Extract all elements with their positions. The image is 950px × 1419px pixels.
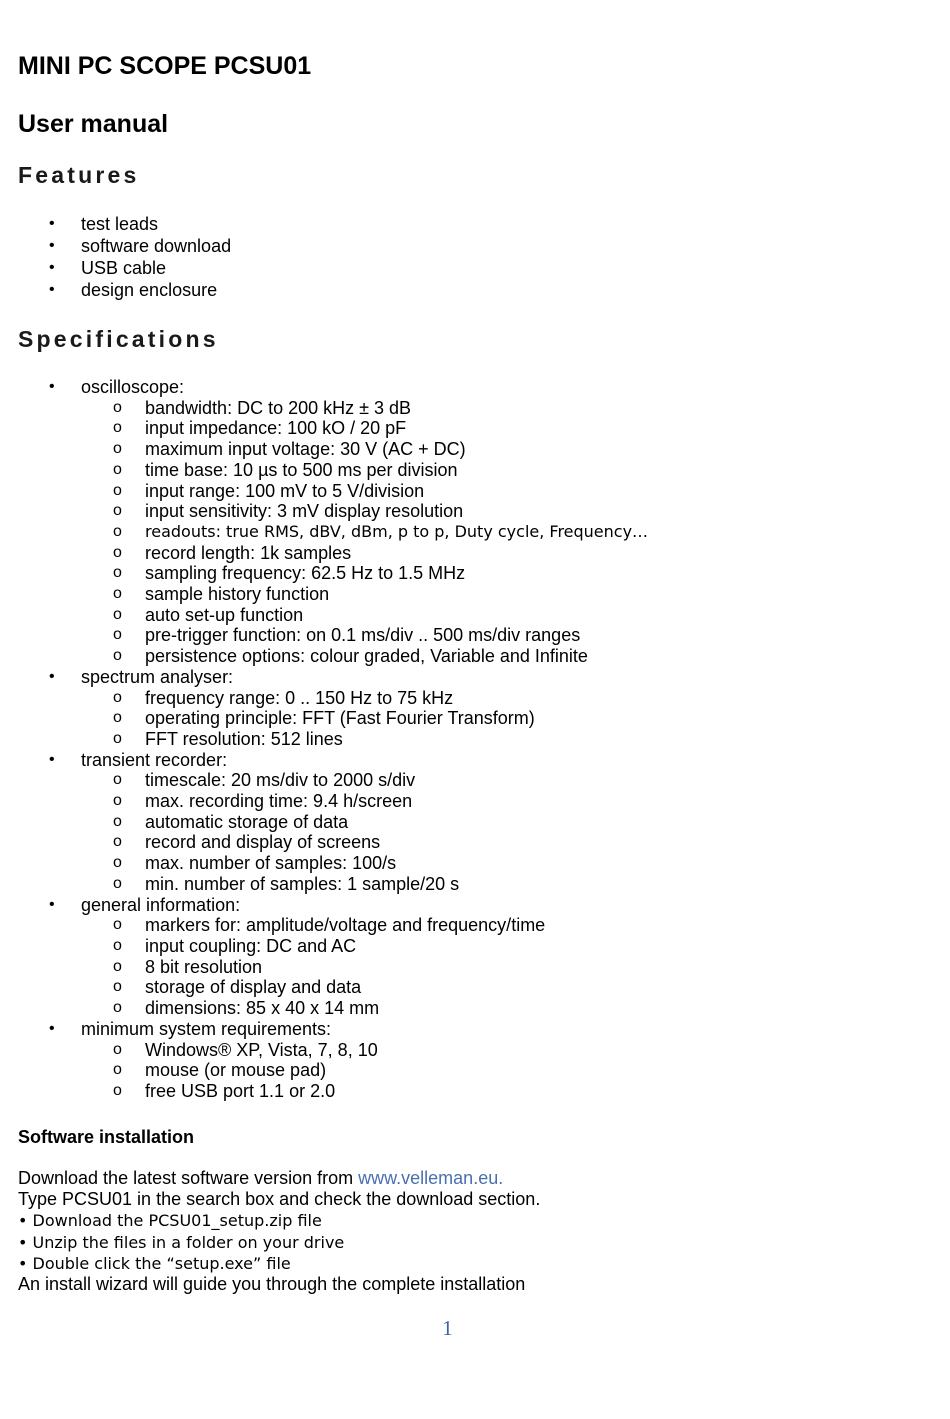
spec-group-label: oscilloscope: (81, 377, 185, 397)
features-list (0, 213, 231, 301)
spec-item-text: input coupling: DC and AC (145, 935, 357, 956)
spec-item (0, 708, 648, 729)
feature-item (0, 257, 231, 279)
bullet-icon: • (49, 1019, 55, 1037)
spec-item-text: maximum input voltage: 30 V (AC + DC) (145, 439, 466, 460)
spec-item (0, 688, 648, 709)
circle-bullet-icon: o (113, 792, 122, 810)
spec-item-text: free USB port 1.1 or 2.0 (145, 1080, 336, 1101)
spec-item-text: auto set-up function (145, 604, 304, 625)
circle-bullet-icon: o (113, 936, 122, 954)
feature-item (0, 235, 231, 257)
spec-item (0, 501, 648, 522)
circle-bullet-icon: o (113, 522, 122, 540)
spec-item (0, 418, 648, 439)
spec-item-text: record length: 1k samples (145, 542, 352, 563)
bullet-icon: • (49, 237, 55, 254)
circle-bullet-icon: o (113, 812, 122, 830)
bullet-icon: • (49, 281, 55, 298)
spec-item (0, 1060, 648, 1081)
spec-item-text: time base: 10 µs to 500 ms per division (145, 459, 458, 480)
spec-item (0, 563, 648, 584)
spec-item (0, 1040, 648, 1061)
circle-bullet-icon: o (113, 647, 122, 665)
bullet-icon: • (49, 895, 55, 913)
circle-bullet-icon: o (113, 605, 122, 623)
circle-bullet-icon: o (113, 481, 122, 499)
spec-item-text: storage of display and data (145, 977, 362, 998)
search-instruction: Type PCSU01 in the search box and check the download section. (18, 1189, 541, 1210)
spec-item (0, 812, 648, 833)
spec-item-text: markers for: amplitude/voltage and frequency/time (145, 915, 546, 936)
circle-bullet-icon: o (113, 460, 122, 478)
install-step-download: • Download the PCSU01_setup.zip file (18, 1211, 322, 1231)
bullet-icon: • (49, 667, 55, 685)
download-line (18, 1168, 540, 1189)
feature-label: software download (81, 236, 232, 256)
circle-bullet-icon: o (113, 833, 122, 851)
spec-sublist (0, 398, 648, 667)
install-wizard-note: An install wizard will guide you through the complete installation (18, 1274, 526, 1295)
spec-item-text: sampling frequency: 62.5 Hz to 1.5 MHz (145, 563, 466, 584)
spec-item-text: automatic storage of data (145, 811, 349, 832)
page-number: 1 (442, 1316, 453, 1340)
spec-item-text: operating principle: FFT (Fast Fourier Transform) (145, 708, 535, 729)
spec-item-text: timescale: 20 ms/div to 2000 s/div (145, 770, 416, 791)
spec-sublist (0, 770, 648, 894)
feature-label: USB cable (81, 258, 167, 278)
spec-item (0, 977, 648, 998)
spec-item-text: record and display of screens (145, 832, 381, 853)
bullet-icon: • (49, 750, 55, 768)
circle-bullet-icon: o (113, 1081, 122, 1099)
circle-bullet-icon: o (113, 957, 122, 975)
spec-item (0, 998, 648, 1019)
spec-sublist (0, 688, 648, 750)
install-step-unzip: • Unzip the files in a folder on your drive (18, 1232, 345, 1252)
spec-item (0, 936, 648, 957)
spec-item (0, 605, 648, 626)
spec-item (0, 770, 648, 791)
circle-bullet-icon: o (113, 916, 122, 934)
installation-instructions (18, 1168, 540, 1295)
feature-label: design enclosure (81, 280, 218, 300)
spec-group-label: spectrum analyser: (81, 666, 234, 687)
spec-group-label: transient recorder: (81, 749, 228, 770)
spec-item (0, 729, 648, 750)
spec-item-text: input sensitivity: 3 mV display resolution (145, 501, 464, 522)
spec-item-text: FFT resolution: 512 lines (145, 728, 343, 749)
spec-item-text: sample history function (145, 584, 330, 605)
spec-item-text: readouts: true RMS, dBV, dBm, p to p, Duty cycle, Frequency… (145, 521, 649, 541)
circle-bullet-icon: o (113, 999, 122, 1017)
spec-sublist (0, 1040, 648, 1102)
feature-label: test leads (81, 214, 159, 234)
spec-group (0, 377, 729, 667)
features-heading: Features (18, 162, 140, 188)
spec-item (0, 439, 648, 460)
circle-bullet-icon: o (113, 398, 122, 416)
circle-bullet-icon: o (113, 564, 122, 582)
spec-group (0, 895, 729, 1019)
spec-item (0, 584, 648, 605)
spec-item-text: Windows® XP, Vista, 7, 8, 10 (145, 1039, 378, 1060)
spec-item-text: input impedance: 100 kO / 20 pF (145, 418, 407, 439)
spec-item (0, 791, 648, 812)
circle-bullet-icon: o (113, 543, 122, 561)
spec-group-label: minimum system requirements: (81, 1018, 332, 1039)
circle-bullet-icon: o (113, 729, 122, 747)
circle-bullet-icon: o (113, 502, 122, 520)
circle-bullet-icon: o (113, 1040, 122, 1058)
circle-bullet-icon: o (113, 626, 122, 644)
bullet-icon: • (49, 259, 55, 276)
spec-item (0, 543, 648, 564)
download-text: Download the latest software version from (18, 1168, 359, 1188)
circle-bullet-icon: o (113, 854, 122, 872)
feature-item (0, 279, 231, 301)
spec-item (0, 1081, 648, 1102)
circle-bullet-icon: o (113, 978, 122, 996)
circle-bullet-icon: o (113, 1061, 122, 1079)
feature-item (0, 213, 231, 235)
spec-item-text: bandwidth: DC to 200 kHz ± 3 dB (145, 397, 412, 418)
spec-group (0, 667, 729, 750)
spec-item (0, 853, 648, 874)
spec-item-text: 8 bit resolution (145, 956, 263, 977)
spec-item (0, 481, 648, 502)
spec-item (0, 522, 648, 543)
spec-item (0, 460, 648, 481)
circle-bullet-icon: o (113, 709, 122, 727)
spec-item-text: min. number of samples: 1 sample/20 s (145, 873, 460, 894)
velleman-link[interactable]: www.velleman.eu. (358, 1168, 504, 1188)
spec-item-text: mouse (or mouse pad) (145, 1060, 327, 1081)
circle-bullet-icon: o (113, 688, 122, 706)
spec-item-text: dimensions: 85 x 40 x 14 mm (145, 998, 380, 1019)
software-installation-heading: Software installation (18, 1127, 195, 1147)
spec-item (0, 398, 648, 419)
circle-bullet-icon: o (113, 874, 122, 892)
spec-item-text: max. number of samples: 100/s (145, 853, 397, 874)
document-title: MINI PC SCOPE PCSU01 (18, 52, 312, 80)
spec-item-text: pre-trigger function: on 0.1 ms/div .. 500 ms/div ranges (145, 625, 581, 646)
spec-item (0, 915, 648, 936)
spec-item (0, 646, 648, 667)
spec-group (0, 750, 729, 895)
specifications-heading: Specifications (18, 326, 219, 352)
document-subtitle: User manual (18, 110, 169, 138)
bullet-icon: • (49, 378, 55, 395)
spec-item-text: max. recording time: 9.4 h/screen (145, 791, 413, 812)
spec-item (0, 625, 648, 646)
spec-group (0, 1019, 729, 1102)
circle-bullet-icon: o (113, 440, 122, 458)
spec-item (0, 832, 648, 853)
spec-item-text: frequency range: 0 .. 150 Hz to 75 kHz (145, 687, 454, 708)
spec-item-text: persistence options: colour graded, Variable and Infinite (145, 646, 588, 667)
spec-sublist (0, 915, 648, 1019)
spec-item-text: input range: 100 mV to 5 V/division (145, 480, 425, 501)
spec-item (0, 957, 648, 978)
bullet-icon: • (49, 215, 55, 232)
install-step-setup: • Double click the “setup.exe” file (18, 1253, 291, 1273)
specifications-list (0, 377, 729, 1102)
spec-group-label: general information: (81, 894, 241, 915)
spec-item (0, 874, 648, 895)
circle-bullet-icon: o (113, 419, 122, 437)
circle-bullet-icon: o (113, 585, 122, 603)
circle-bullet-icon: o (113, 771, 122, 789)
